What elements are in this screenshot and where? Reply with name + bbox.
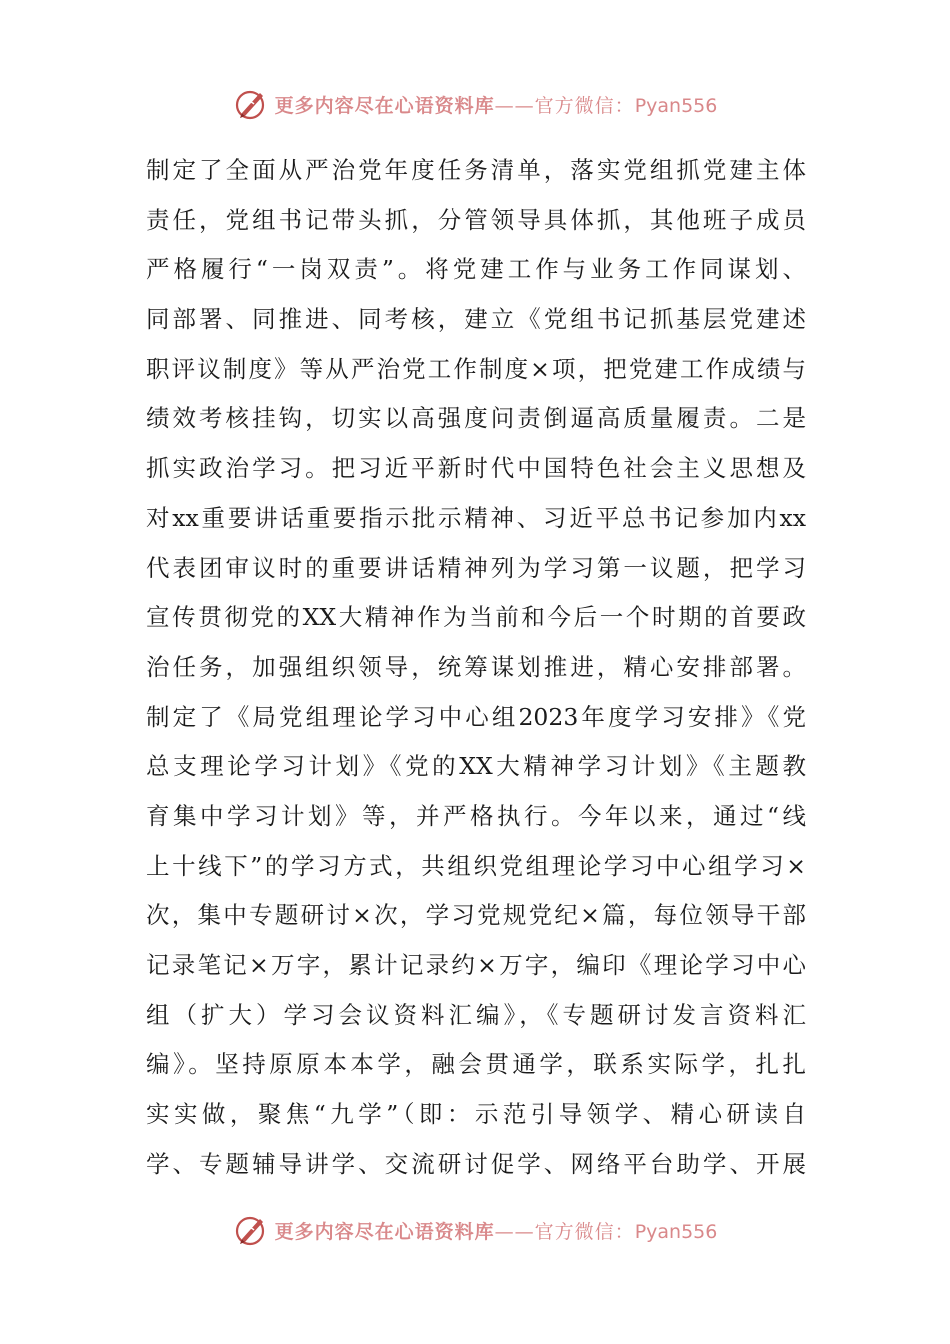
body-line: 制定了全面从严治党年度任务清单，落实党组抓党建主体: [146, 156, 806, 184]
body-line: 绩效考核挂钩，切实以高强度问责倒逼高质量履责。二是: [146, 404, 806, 433]
footer-watermark-text: [275, 1217, 718, 1244]
header-account: Pyan556: [634, 94, 718, 117]
body-line: 总支理论学习计划》《党的XX大精神学习计划》《主题教: [146, 752, 806, 781]
footer-official: 官方微信：: [534, 1220, 635, 1243]
header-watermark-text: [275, 91, 718, 118]
body-line: 职评议制度》等从严治党工作制度×项，把党建工作成绩与: [146, 354, 806, 383]
body-line: 学、专题辅导讲学、交流研讨促学、网络平台助学、开展: [146, 1149, 806, 1178]
pen-logo-icon: [233, 1212, 269, 1248]
body-line: 编》。坚持原原本本学，融会贯通学，联系实际学，扎扎: [146, 1050, 806, 1079]
document-body: [146, 146, 806, 1189]
body-line: 对xx重要讲话重要指示批示精神、习近平总书记参加内xx: [146, 503, 806, 532]
body-line: 组（扩大）学习会议资料汇编》，《专题研讨发言资料汇: [146, 1000, 806, 1029]
body-line: 次，集中专题研讨×次，学习党规党纪×篇，每位领导干部: [146, 901, 806, 930]
footer-brand: 更多内容尽在心语资料库: [274, 1220, 495, 1243]
body-line: 制定了《局党组理论学习中心组2023年度学习安排》《党: [146, 702, 806, 731]
body-line: 实实做，聚焦“九学”（即：示范引导领学、精心研读自: [146, 1100, 806, 1129]
header-separator: ——: [494, 94, 535, 117]
pen-logo-icon: [233, 86, 269, 122]
body-line: 宣传贯彻党的XX大精神作为当前和今后一个时期的首要政: [146, 603, 806, 632]
body-line: 同部署、同推进、同考核，建立《党组书记抓基层党建述: [146, 305, 806, 334]
body-line: 责任，党组书记带头抓，分管领导具体抓，其他班子成员: [146, 205, 806, 234]
header-watermark-banner: [0, 82, 950, 126]
footer-account: Pyan556: [634, 1220, 718, 1243]
body-line: 治任务，加强组织领导，统筹谋划推进，精心安排部署。: [146, 652, 806, 681]
body-line: 上十线下”的学习方式，共组织党组理论学习中心组学习×: [146, 851, 806, 880]
footer-watermark-banner: [0, 1208, 950, 1252]
header-brand: 更多内容尽在心语资料库: [274, 94, 495, 117]
body-line: 严格履行“一岗双责”。将党建工作与业务工作同谋划、: [146, 255, 806, 284]
header-official: 官方微信：: [534, 94, 635, 117]
footer-separator: ——: [494, 1220, 535, 1243]
body-line: 育集中学习计划》等，并严格执行。今年以来，通过“线: [146, 801, 806, 830]
body-line: 代表团审议时的重要讲话精神列为学习第一议题，把学习: [146, 553, 806, 582]
body-line: 记录笔记×万字，累计记录约×万字，编印《理论学习中心: [146, 951, 806, 979]
body-line: 抓实政治学习。把习近平新时代中国特色社会主义思想及: [146, 454, 806, 483]
